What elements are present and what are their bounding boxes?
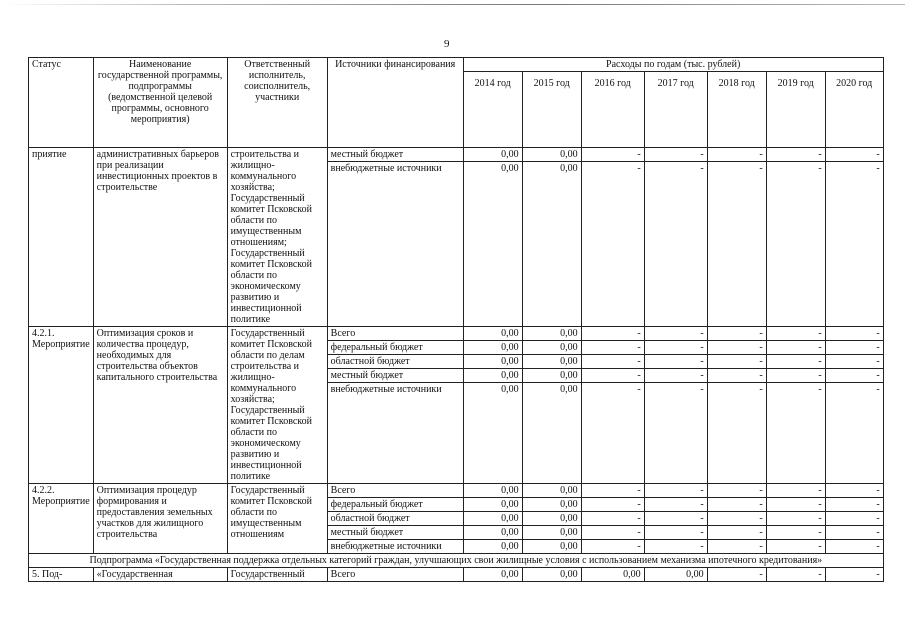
value-cell: - — [825, 512, 883, 526]
value-cell: - — [581, 369, 644, 383]
value-cell: - — [707, 498, 766, 512]
name-cell: Оптимизация процедур формирования и предоставления земельных участков для жилищного строительства — [93, 484, 227, 554]
name-cell: Оптимизация сроков и количества процедур, необходимых для строительства объектов капитального строительства — [93, 327, 227, 484]
value-cell: 0,00 — [522, 341, 581, 355]
source-cell: Всего — [327, 327, 463, 341]
value-cell: - — [644, 327, 707, 341]
header-expenses: Расходы по годам (тыс. рублей) — [463, 58, 883, 72]
header-sources: Источники финансирования — [327, 58, 463, 148]
value-cell: - — [644, 355, 707, 369]
value-cell: - — [707, 540, 766, 554]
value-cell: - — [581, 148, 644, 162]
header-year: 2014 год — [463, 72, 522, 148]
value-cell: - — [581, 341, 644, 355]
value-cell: - — [707, 341, 766, 355]
header-row — [29, 58, 884, 72]
value-cell: 0,00 — [522, 512, 581, 526]
value-cell: 0,00 — [463, 512, 522, 526]
source-cell: внебюджетные источники — [327, 162, 463, 327]
responsible-cell: Государственный комитет Псковской области по имущественным отношениям — [227, 484, 327, 554]
value-cell: - — [707, 568, 766, 582]
value-cell: 0,00 — [581, 568, 644, 582]
value-cell: 0,00 — [522, 162, 581, 327]
value-cell: 0,00 — [463, 148, 522, 162]
name-cell: «Государственная — [93, 568, 227, 582]
value-cell: 0,00 — [463, 162, 522, 327]
value-cell: 0,00 — [463, 540, 522, 554]
value-cell: 0,00 — [522, 498, 581, 512]
value-cell: - — [766, 568, 825, 582]
value-cell: - — [644, 148, 707, 162]
value-cell: - — [644, 540, 707, 554]
responsible-cell: строительства и жилищно-коммунального хозяйства; Государственный комитет Псковской области по имущественным отношениям; Государственный комитет Псковской области по экономическому развитию и инвестиционной политике — [227, 148, 327, 327]
value-cell: - — [766, 341, 825, 355]
table-row — [29, 484, 884, 498]
table-row — [29, 148, 884, 162]
value-cell: - — [825, 148, 883, 162]
header-responsible: Ответственный исполнитель, соисполнитель, участники — [227, 58, 327, 148]
value-cell: - — [707, 526, 766, 540]
value-cell: - — [644, 383, 707, 484]
value-cell: - — [581, 484, 644, 498]
source-cell: местный бюджет — [327, 369, 463, 383]
source-cell: местный бюджет — [327, 526, 463, 540]
value-cell: - — [644, 512, 707, 526]
header-year: 2019 год — [766, 72, 825, 148]
source-cell: местный бюджет — [327, 148, 463, 162]
value-cell: - — [825, 526, 883, 540]
value-cell: 0,00 — [522, 369, 581, 383]
value-cell: 0,00 — [522, 327, 581, 341]
value-cell: - — [644, 484, 707, 498]
value-cell: 0,00 — [463, 526, 522, 540]
value-cell: - — [825, 568, 883, 582]
value-cell: - — [825, 383, 883, 484]
value-cell: 0,00 — [522, 355, 581, 369]
value-cell: - — [644, 526, 707, 540]
value-cell: - — [825, 369, 883, 383]
budget-table — [28, 57, 884, 582]
value-cell: - — [766, 383, 825, 484]
header-year: 2020 год — [825, 72, 883, 148]
header-year: 2017 год — [644, 72, 707, 148]
value-cell: - — [644, 341, 707, 355]
subprogram-title: Подпрограмма «Государственная поддержка отдельных категорий граждан, улучшающих свои жилищные условия с использованием механизма ипотечного кредитования» — [29, 554, 884, 568]
value-cell: - — [766, 369, 825, 383]
value-cell: - — [825, 355, 883, 369]
source-cell: федеральный бюджет — [327, 341, 463, 355]
value-cell: 0,00 — [463, 383, 522, 484]
value-cell: - — [766, 148, 825, 162]
value-cell: - — [644, 498, 707, 512]
value-cell: - — [707, 369, 766, 383]
value-cell: 0,00 — [522, 526, 581, 540]
value-cell: 0,00 — [463, 498, 522, 512]
value-cell: - — [825, 540, 883, 554]
source-cell: Всего — [327, 568, 463, 582]
value-cell: - — [581, 383, 644, 484]
table-row — [29, 568, 884, 582]
source-cell: областной бюджет — [327, 355, 463, 369]
value-cell: - — [825, 327, 883, 341]
value-cell: - — [707, 484, 766, 498]
value-cell: 0,00 — [463, 369, 522, 383]
page-number: 9 — [444, 38, 450, 50]
status-cell: 4.2.2. Мероприятие — [29, 484, 94, 554]
header-name: Наименование государственной программы, подпрограммы (ведомственной целевой программы, основного мероприятия) — [93, 58, 227, 148]
value-cell: - — [644, 369, 707, 383]
value-cell: 0,00 — [522, 484, 581, 498]
table-row — [29, 327, 884, 341]
name-cell: административных барьеров при реализации инвестиционных проектов в строительстве — [93, 148, 227, 327]
value-cell: - — [581, 512, 644, 526]
header-year: 2015 год — [522, 72, 581, 148]
value-cell: - — [766, 484, 825, 498]
value-cell: - — [825, 498, 883, 512]
value-cell: - — [766, 355, 825, 369]
value-cell: - — [825, 162, 883, 327]
value-cell: - — [825, 341, 883, 355]
value-cell: - — [581, 498, 644, 512]
value-cell: 0,00 — [463, 341, 522, 355]
value-cell: - — [707, 383, 766, 484]
value-cell: - — [581, 526, 644, 540]
value-cell: - — [766, 327, 825, 341]
header-status: Статус — [29, 58, 94, 148]
value-cell: 0,00 — [522, 383, 581, 484]
value-cell: - — [766, 526, 825, 540]
source-cell: внебюджетные источники — [327, 383, 463, 484]
value-cell: 0,00 — [522, 540, 581, 554]
value-cell: - — [581, 355, 644, 369]
source-cell: Всего — [327, 484, 463, 498]
value-cell: - — [707, 148, 766, 162]
status-cell: приятие — [29, 148, 94, 327]
status-cell: 5. Под- — [29, 568, 94, 582]
source-cell: областной бюджет — [327, 512, 463, 526]
source-cell: внебюджетные источники — [327, 540, 463, 554]
value-cell: - — [707, 512, 766, 526]
value-cell: 0,00 — [463, 327, 522, 341]
value-cell: 0,00 — [522, 568, 581, 582]
responsible-cell: Государственный — [227, 568, 327, 582]
value-cell: - — [581, 327, 644, 341]
value-cell: - — [707, 327, 766, 341]
header-year: 2016 год — [581, 72, 644, 148]
value-cell: - — [581, 540, 644, 554]
value-cell: - — [707, 355, 766, 369]
status-cell: 4.2.1. Мероприятие — [29, 327, 94, 484]
value-cell: 0,00 — [463, 355, 522, 369]
source-cell: федеральный бюджет — [327, 498, 463, 512]
header-year: 2018 год — [707, 72, 766, 148]
value-cell: - — [825, 484, 883, 498]
responsible-cell: Государственный комитет Псковской области по делам строительства и жилищно-коммунального хозяйства; Государственный комитет Псковской области по экономическому развитию и инвестиционной политике — [227, 327, 327, 484]
value-cell: 0,00 — [463, 484, 522, 498]
value-cell: - — [707, 162, 766, 327]
value-cell: - — [644, 162, 707, 327]
value-cell: - — [766, 512, 825, 526]
value-cell: 0,00 — [644, 568, 707, 582]
value-cell: - — [766, 540, 825, 554]
scan-edge-line — [0, 4, 905, 5]
value-cell: - — [581, 162, 644, 327]
value-cell: - — [766, 162, 825, 327]
value-cell: 0,00 — [522, 148, 581, 162]
value-cell: - — [766, 498, 825, 512]
subprogram-row — [29, 554, 884, 568]
value-cell: 0,00 — [463, 568, 522, 582]
